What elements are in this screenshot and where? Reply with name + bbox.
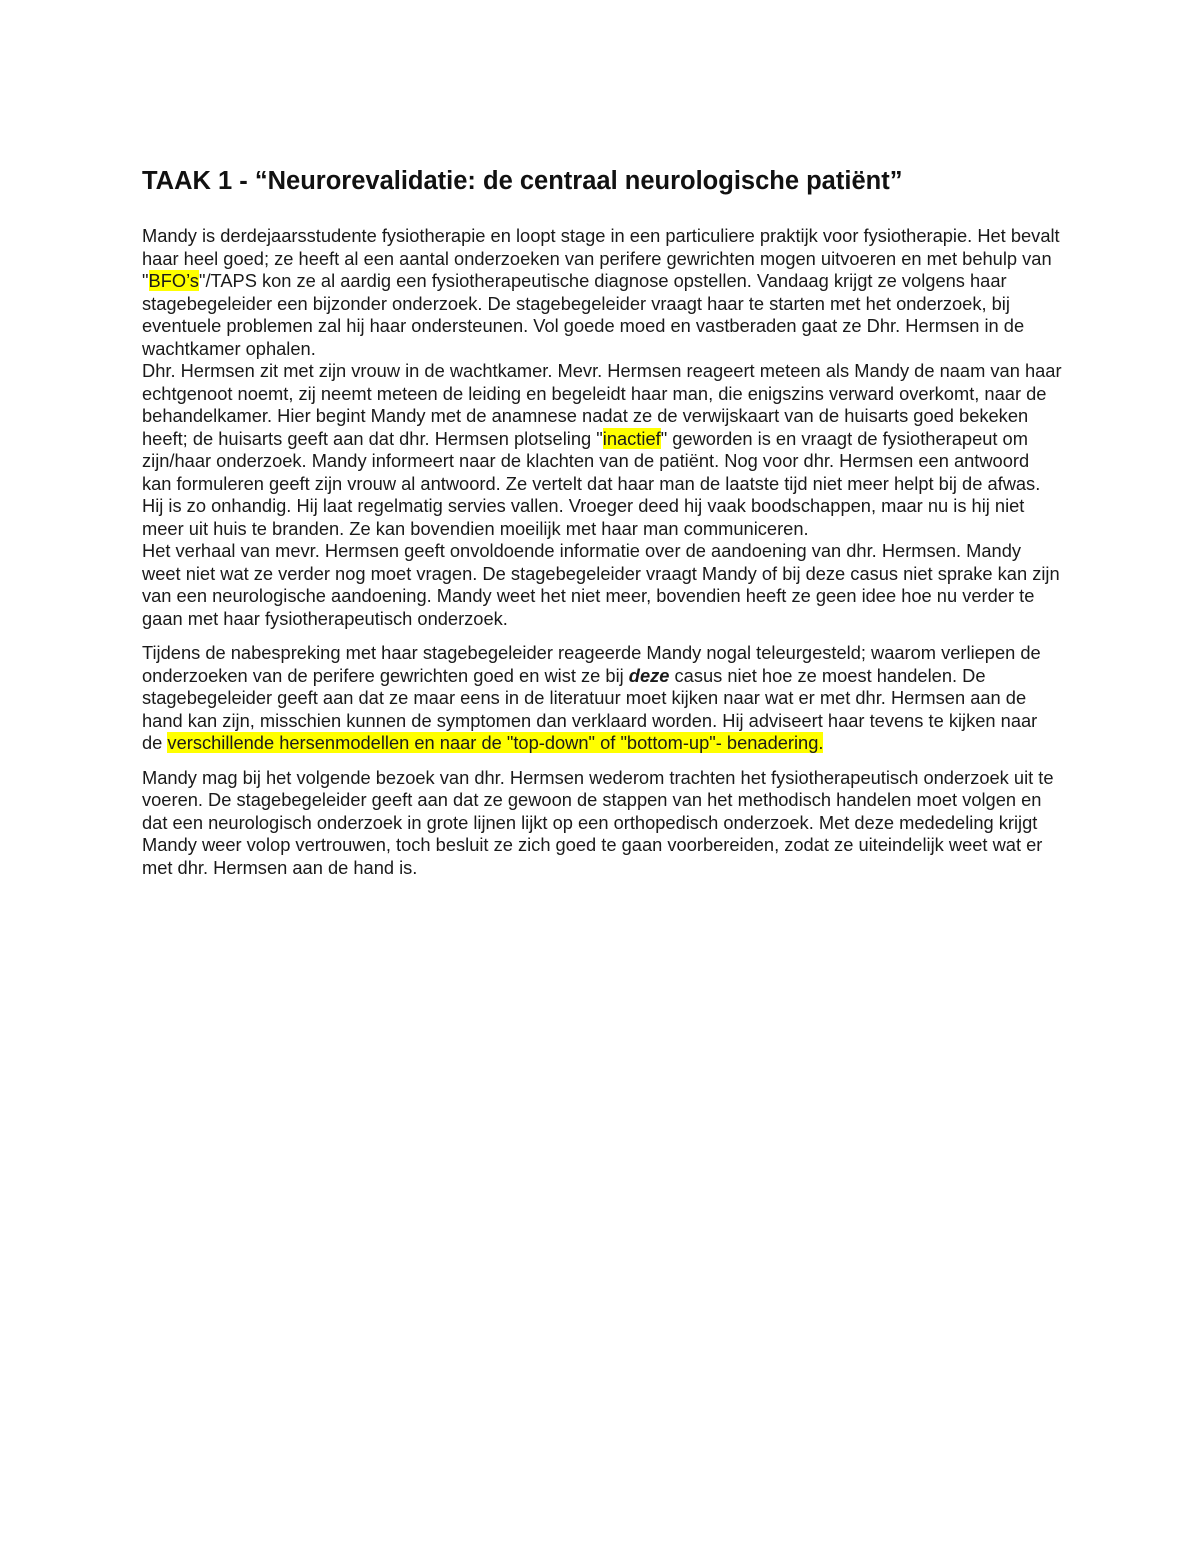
highlighted-phrase-hersenmodellen: verschillende hersenmodellen en naar de "top-down" of "bottom-up"- benadering. [167,732,824,753]
paragraph-1 [142,225,1062,360]
paragraph-3 [142,540,1062,630]
document-title: TAAK 1 - “Neurorevalidatie: de centraal neurologische patiënt” [142,167,903,195]
paragraph-4 [142,642,1062,755]
paragraph-5-text-1: Mandy mag bij het volgende bezoek van dhr. Hermsen wederom trachten het fysiotherapeutisch onderzoek uit te voeren. De stagebegeleider geeft aan dat ze gewoon de stappen van het methodisch handelen moet volgen en dat een neurologisch onderzoek in grote lijnen lijkt op een orthopedisch onderzoek. Met deze mededeling krijgt Mandy weer volop vertrouwen, toch besluit ze zich goed te gaan voorbereiden, zodat ze uiteindelijk weet wat er met dhr. Hermsen aan de hand is. [142,766,1054,878]
paragraph-2-text-2: " geworden is en vraagt de fysiotherapeut om zijn/haar onderzoek. Mandy informeert naar de klachten van de patiënt. Nog voor dhr. Hermsen een antwoord kan formuleren geeft zijn vrouw al antwoord. Ze vertelt dat haar man de laatste tijd niet meer helpt bij de afwas. Hij is zo onhandig. Hij laat regelmatig servies vallen. Vroeger deed hij vaak boodschappen, maar nu is hij niet meer uit huis te branden. Ze kan bovendien moeilijk met haar man communiceren. [142,427,1041,539]
paragraph-5 [142,767,1062,880]
paragraph-4-text-2: casus niet hoe ze moest handelen. De stagebegeleider geeft aan dat ze maar eens in de literatuur moet kijken naar wat er met dhr. Hermsen aan de hand kan zijn, misschien kunnen de symptomen dan verklaard worden. Hij adviseert haar tevens te kijken naar de [142,664,1038,753]
highlighted-term-inactief: inactief [602,427,661,449]
paragraph-4-text-1: Tijdens de nabespreking met haar stagebegeleider reageerde Mandy nogal teleurgesteld; waarom verliepen de onderzoeken van de perifere gewrichten goed en wist ze bij [142,642,1041,686]
highlighted-term-bfos: BFO’s [148,270,199,291]
paragraph-1-text-2: "/TAPS kon ze al aardig een fysiotherapeutische diagnose opstellen. Vandaag krijgt ze volgens haar stagebegeleider een bijzonder onderzoek. De stagebegeleider vraagt haar te starten met het onderzoek, bij eventuele problemen zal hij haar ondersteunen. Vol goede moed en vastberaden gaat ze Dhr. Hermsen in de wachtkamer ophalen. [142,270,1025,359]
paragraph-3-text-1: Het verhaal van mevr. Hermsen geeft onvoldoende informatie over de aandoening van dhr. Hermsen. Mandy weet niet wat ze verder nog moet vragen. De stagebegeleider vraagt Mandy of bij deze casus niet sprake kan zijn van een neurologische aandoening. Mandy weet het niet meer, bovendien heeft ze geen idee hoe nu verder te gaan met haar fysiotherapeutisch onderzoek. [142,540,1060,629]
emphasized-word-deze: deze [628,664,670,686]
paragraph-1-text-1: Mandy is derdejaarsstudente fysiotherapie en loopt stage in een particuliere praktijk voor fysiotherapie. Het bevalt haar heel goed; ze heeft al een aantal onderzoeken van perifere gewrichten mogen uitvoeren en met behulp van " [142,225,1060,291]
document-content [142,165,1062,879]
paragraph-2 [142,360,1062,540]
paragraph-2-text-1: Dhr. Hermsen zit met zijn vrouw in de wachtkamer. Mevr. Hermsen reageert meteen als Mandy de naam van haar echtgenoot noemt, zij neemt meteen de leiding en begeleidt haar man, die enigszins verward overkomt, naar de behandelkamer. Hier begint Mandy met de anamnese nadat ze de verwijskaart van de huisarts goed bekeken heeft; de huisarts geeft aan dat dhr. Hermsen plotseling " [142,360,1062,449]
